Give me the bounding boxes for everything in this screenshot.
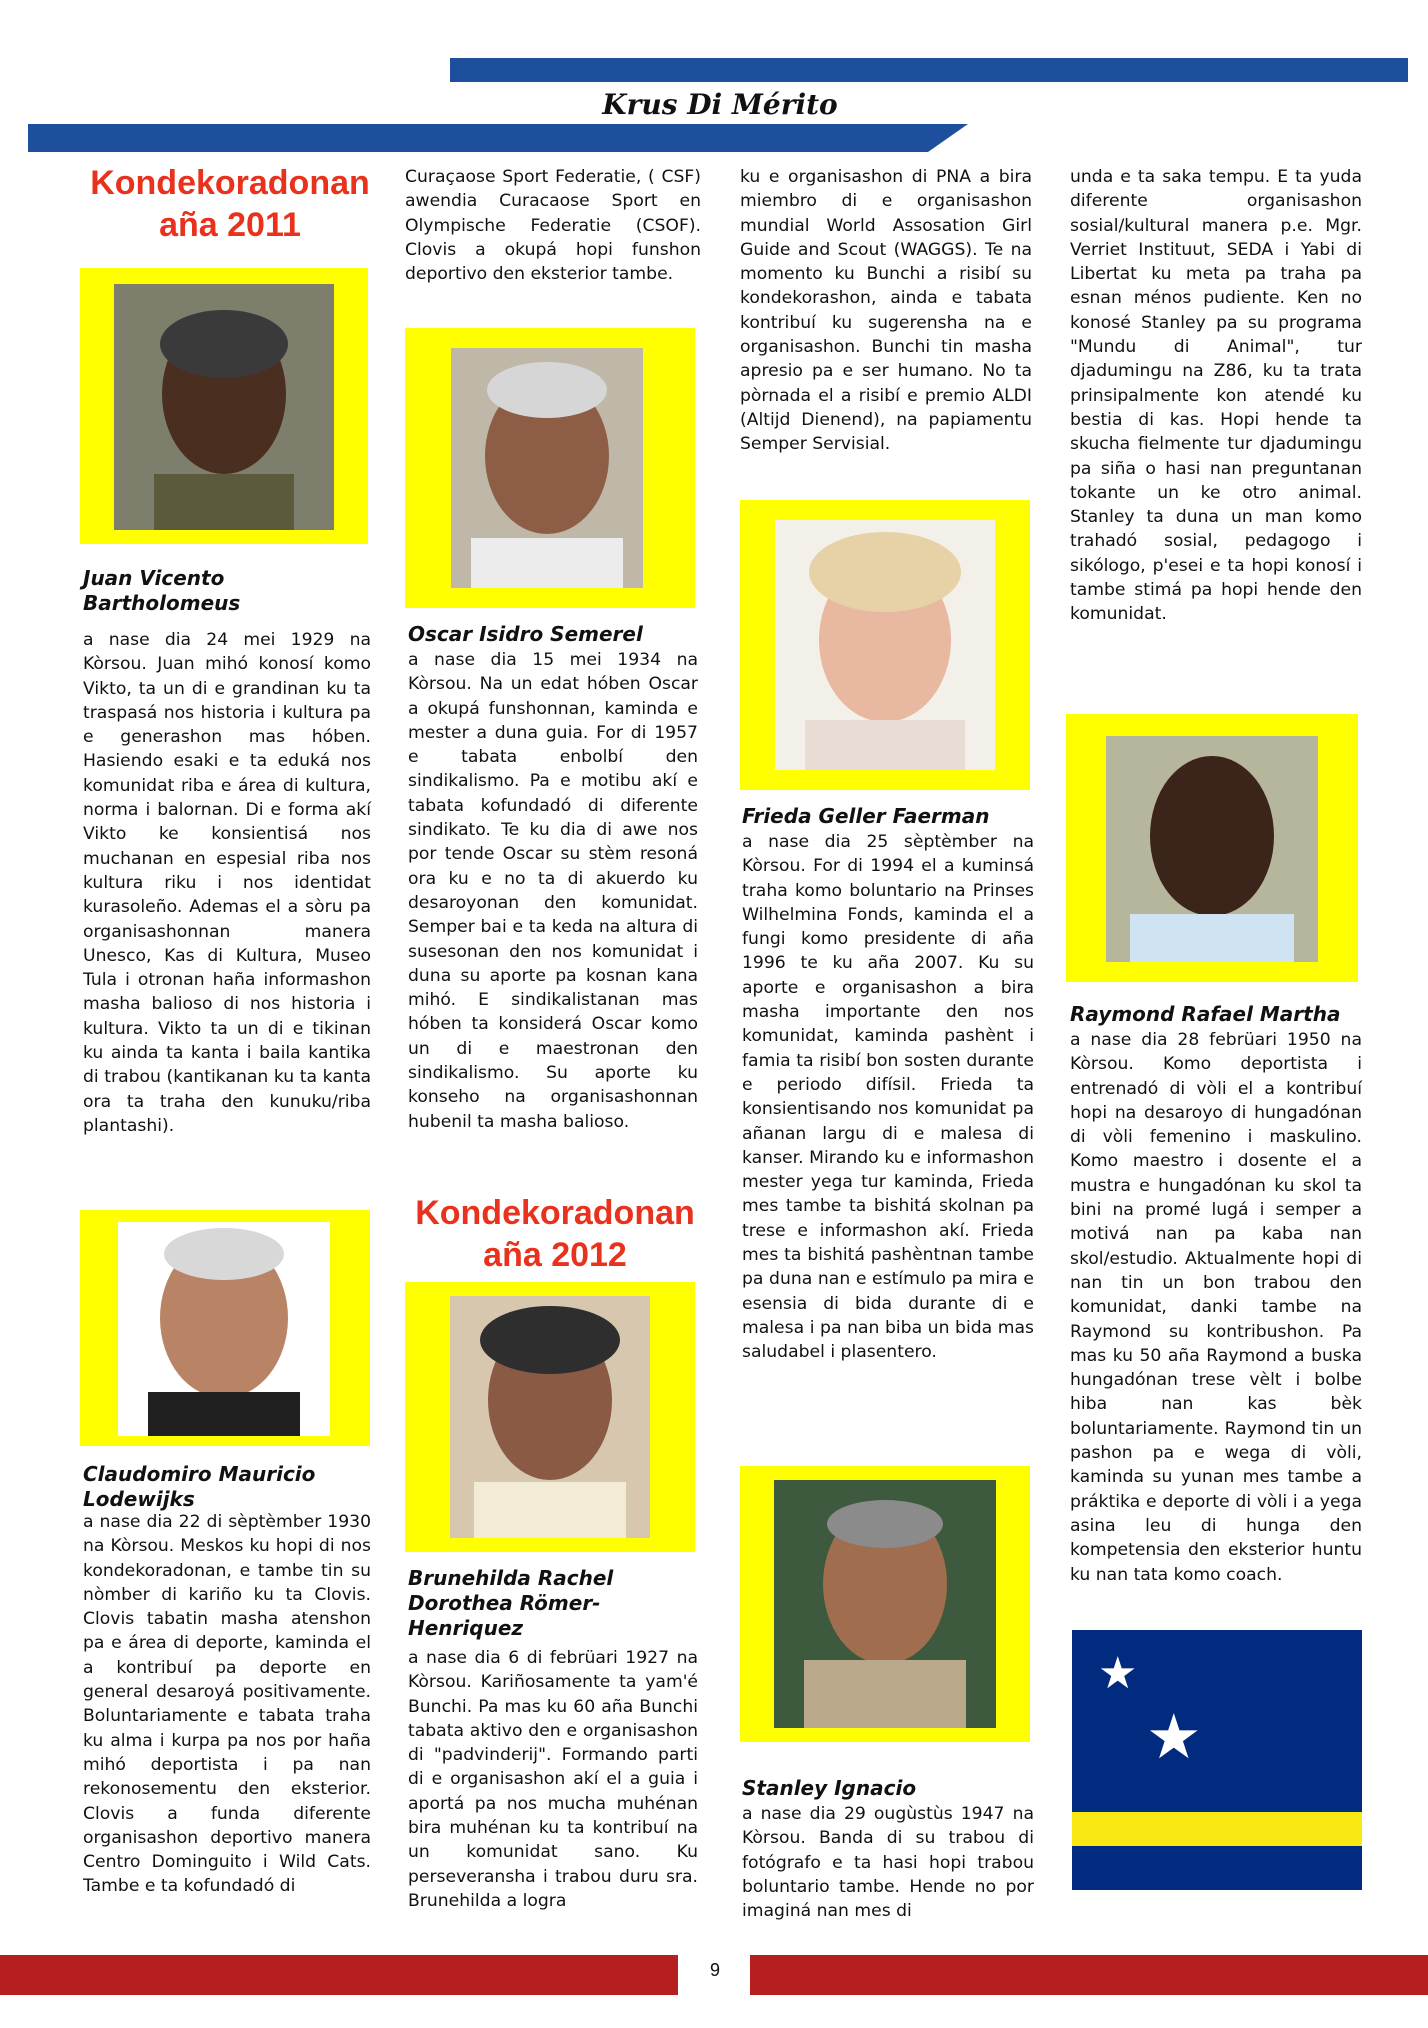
section-title-line1: Kondekoradonan [90, 164, 370, 202]
person-text-frieda: a nase dia 25 sèptèmber na Kòrsou. For di 1994 el a kuminsá traha komo boluntario na Prinses Wilhelmina Fonds, kaminda el a fungi komo presidente di aña 1996 te ku aña 2007. Ku su aporte e organisashon a bira masha importante den nos komunidat, kaminda pashènt i famia ta risibí bon sosten durante e periodo difísil. Frieda ta konsientisando nos komunidat pa añanan largu di e malesa di kanser. Mirando ku e informashon mester yega tur kaminda, Frieda mes tambe ta bishitá skolnan pa trese e informashon akí. Frieda mes ta bishitá pashèntnan tambe pa duna nan e estímulo pa mira e esensia di bida durante di e malesa i pa nan biba un bida mas saludabel i plasentero. [742, 832, 1034, 1363]
photo-frame-stanley [740, 1466, 1030, 1742]
flag-star-large-icon: ★ [1146, 1700, 1202, 1773]
person-name-raymond: Raymond Rafael Martha [1070, 1002, 1341, 1026]
photo-frame-juan [80, 268, 368, 544]
flag-yellow-stripe [1072, 1812, 1362, 1846]
curacao-flag [1072, 1630, 1362, 1890]
flag-star-small-icon: ★ [1098, 1648, 1138, 1699]
page-header-title: Krus Di Mérito [602, 88, 838, 121]
person-text-claudomiro: a nase dia 22 di sèptèmber 1930 na Kòrsou. Meskos ku hopi di nos kondekoradonan, e tambe tin su nòmber di kariño ku ta Clovis. Clovis tabatin masha atenshon pa e área di deporte, kaminda el a kontribuí pa deporte en general desaroyá positivamente. Boluntariamente e tabata traha ku alma i kurpa pa nos por haña mihó deportista i pa nan rekonosementu den eksterior. Clovis a funda diferente organisashon deportivo manera Centro Dominguito i Wild Cats. Tambe e ta kofundadó di [83, 1512, 371, 1897]
person-text-brunehilda-continued: ku e organisashon di PNA a bira miembro di e organisashon mundial World Assosation Girl Guide and Scout (WAGGS). Te na momento ku Bunchi a risibí su kondekorashon, ainda e tabata kontribuí ku sugerensha na e organisashon. Bunchi tin masha apresio pa e ser humano. No ta pòrnada el a risibí e premio ALDI (Altijd Dienend), na papiamentu Semper Servisial. [740, 167, 1032, 455]
portrait-oscar-photo [451, 348, 643, 588]
person-text-stanley-continued: unda e ta saka tempu. E ta yuda diferente organisashon sosial/kultural manera p.e. Mgr. Verriet Instituut, SEDA i Yabi di Libertat ku meta pa traha pa esnan ménos pudiente. Ken no konosé Stanley pa su programa "Mundu di Animal", tur djadumingu na Z86, ku ta trata prinsipalmente kon atendé ku bestia di kas. Hopi hende ta skucha fielmente tur djadumingu pa siña o hasi nan preguntanan tokante un ke otro animal. Stanley ta duna un man komo trahadó sosial, pedagogo i sikólogo, p'esei e ta hopi konosí i tambe stimá pa hopi hende den komunidat. [1070, 167, 1362, 625]
photo-frame-frieda [740, 500, 1030, 790]
person-name-oscar: Oscar Isidro Semerel [408, 622, 643, 646]
page-number: 9 [709, 1960, 720, 1980]
portrait-raymond-photo [1106, 736, 1318, 962]
photo-frame-claudomiro [80, 1210, 370, 1446]
portrait-stanley-photo [774, 1480, 996, 1728]
section-title-2012 [405, 1192, 705, 1276]
section-title-line2: aña 2012 [483, 1236, 627, 1274]
footer-band-left [0, 1955, 678, 1995]
section-title-line2: aña 2011 [159, 206, 301, 244]
photo-frame-raymond [1066, 714, 1358, 982]
photo-frame-oscar [405, 328, 695, 608]
person-name-stanley: Stanley Ignacio [742, 1776, 917, 1800]
section-title-2011 [80, 162, 380, 246]
footer-band-right [750, 1955, 1428, 1995]
header-band-top [450, 58, 1408, 82]
person-name-juan: Juan Vicento Bartholomeus [83, 566, 241, 615]
person-text-claudomiro-continued: Curaçaose Sport Federatie, ( CSF) awendia Curacaose Sport en Olympische Federatie (CSOF). Clovis a okupá hopi funshon deportivo den eksterior tambe. [405, 167, 701, 285]
photo-frame-brunehilda [405, 1282, 695, 1552]
person-name-frieda: Frieda Geller Faerman [742, 804, 990, 828]
person-text-juan: a nase dia 24 mei 1929 na Kòrsou. Juan mihó konosí komo Vikto, ta un di e grandinan ku ta traspasá nos historia i kultura pa e generashon mas hóben. Hasiendo esaki e ta eduká nos komunidat riba e área di kultura, norma i balornan. Di e forma akí Vikto ke konsientisá nos muchanan en espesial riba nos kultura riku i nos identidat kurasoleño. Ademas el a sòru pa organisashonnan manera Unesco, Kas di Kultura, Museo Tula i otronan haña informashon masha balioso di nos historia i kultura. Vikto ta un di e tikinan ku ainda ta kanta i baila kantika di trabou (kantikanan ku ta kanta ora ta traha den kunuku/riba plantashi). [83, 630, 371, 1136]
person-text-brunehilda: a nase dia 6 di febrüari 1927 na Kòrsou. Kariñosamente ta yam'é Bunchi. Pa mas ku 60 aña Bunchi tabata aktivo den e organisashon di "padvinderij". Formando parti di e organisashon akí el a guia i aportá pa nos mucha muhénan bira muhénan ku ta kontribuí na un komunidat sano. Ku perseveransha i trabou duru sra. Brunehilda a logra [408, 1648, 698, 1911]
portrait-claudomiro-photo [118, 1222, 330, 1436]
person-name-claudomiro: Claudomiro Mauricio Lodewijks [83, 1462, 316, 1511]
portrait-brunehilda-photo [450, 1296, 650, 1538]
person-text-oscar: a nase dia 15 mei 1934 na Kòrsou. Na un edat hóben Oscar a okupá funshonnan, kaminda e mester a duna guia. For di 1957 e tabata enbolbí den sindikalismo. Pa e motibu akí e tabata kofundadó di diferente sindikato. Te ku dia di awe nos por tende Oscar su stèm resoná ora ku e no ta di akuerdo ku desaroyonan den komunidat. Semper bai e ta keda na altura di susesonan den nos komunidat i duna su aporte pa kosnan kana mihó. E sindikalistanan mas hóben ta konsiderá Oscar komo un di e maestronan den sindikalismo. Su aporte ku konseho na organisashonnan hubenil ta masha balioso. [408, 650, 698, 1132]
person-text-raymond: a nase dia 28 febrüari 1950 na Kòrsou. Komo deportista i entrenadó di vòli el a kontribuí hopi na desaroyo di hungadónan di vòli femenino i maskulino. Komo maestro i dosente el a mustra e hungadónan ku skol ta bini na promé lugá i semper a motivá nan pa kaba nan skol/estudio. Aktualmente hopi di nan tin un bon trabou den komunidat, danki tambe na Raymond su kontribushon. Pa mas ku 50 aña Raymond a buska hungadónan trese vèlt i bolbe hiba nan kas bèk boluntariamente. Raymond tin un pashon pa e wega di vòli, kaminda su yunan mes tambe a práktika e deporte di vòli i a yega asina leu di hunga den kompetensia den eksterior huntu ku nan tata komo coach. [1070, 1030, 1362, 1585]
person-text-stanley: a nase dia 29 ougùstùs 1947 na Kòrsou. Banda di su trabou di fotógrafo e ta hasi hopi trabou boluntario tambe. Hende no por imaginá nan mes di [742, 1804, 1034, 1922]
header-band-bottom [28, 124, 928, 152]
section-title-line1: Kondekoradonan [415, 1194, 695, 1232]
portrait-juan-photo [114, 284, 334, 530]
person-name-brunehilda: Brunehilda Rachel Dorothea Römer-Henriquez [408, 1566, 614, 1640]
portrait-frieda-photo [775, 520, 995, 770]
